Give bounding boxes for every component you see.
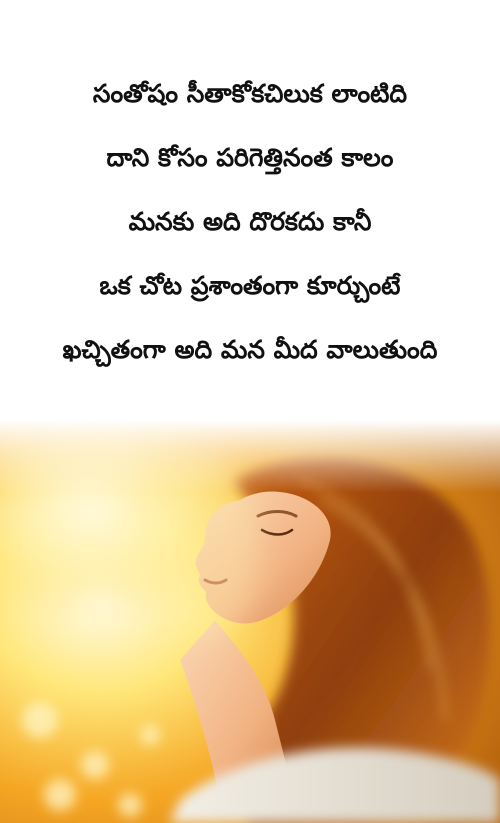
quote-line-5: ఖచ్చితంగా అది మన మీద వాలుతుంది [62,335,438,364]
quote-line-1: సంతోషం సీతాకోకచిలుక లాంటిది [92,79,408,108]
sunlit-woman-photo [0,420,500,823]
top-fade [0,420,500,823]
quote-text [0,62,500,382]
quote-line-4: ఒక చోట ప్రశాంతంగా కూర్చుంటే [99,271,401,300]
quote-line-2: దాని కోసం పరిగెత్తినంత కాలం [106,143,394,172]
quote-line-3: మనకు అది దొరకదు కానీ [128,207,372,236]
